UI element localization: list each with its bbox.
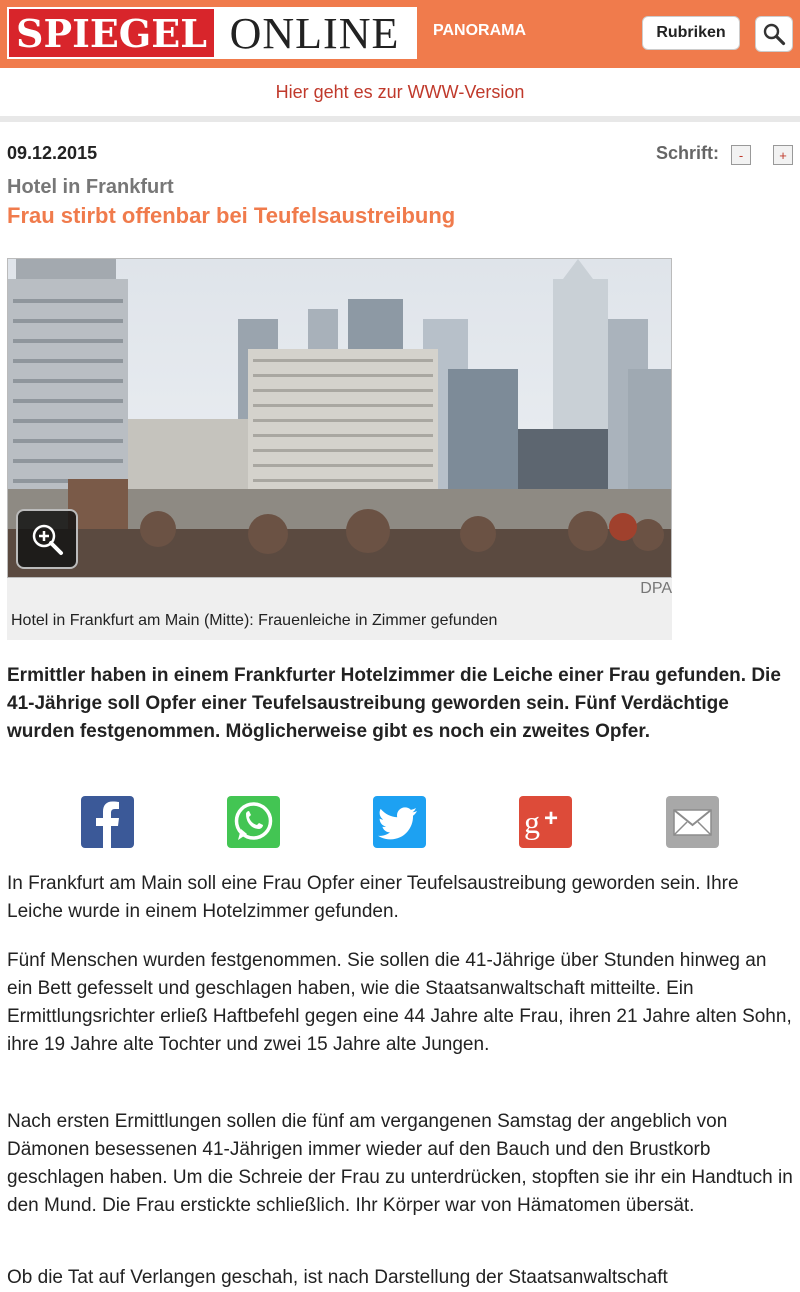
logo-spiegel-text: SPIEGEL: [9, 9, 214, 57]
email-icon: [666, 796, 719, 848]
share-facebook-button[interactable]: [81, 796, 134, 848]
article-headline: Frau stirbt offenbar bei Teufelsaustreibung: [7, 203, 456, 228]
image-zoom-button[interactable]: [16, 509, 78, 569]
facebook-icon: [81, 796, 134, 848]
www-version-link[interactable]: Hier geht es zur WWW-Version: [275, 81, 525, 102]
share-bar: [0, 796, 800, 848]
section-label[interactable]: PANORAMA: [433, 22, 527, 39]
font-size-label: Schrift:: [656, 143, 719, 163]
search-icon: [762, 22, 786, 46]
article-paragraph: Ob die Tat auf Verlangen geschah, ist nach Darstellung der Staatsanwaltschaft: [7, 1267, 668, 1288]
article-lead: Ermittler haben in einem Frankfurter Hotelzimmer die Leiche einer Frau gefunden. Die 41-Jährige soll Opfer einer Teufelsaustreibung geworden sein. Fünf Verdächtige wurden festgenommen. Möglicherweise gibt es noch ein zweites Opfer.: [7, 665, 781, 742]
whatsapp-icon: [227, 796, 280, 848]
article-kicker: Hotel in Frankfurt: [7, 176, 174, 198]
logo-online-text: ONLINE: [214, 9, 415, 57]
article-paragraph: In Frankfurt am Main soll eine Frau Opfer einer Teufelsaustreibung geworden sein. Ihre Leiche wurde in einem Hotelzimmer gefunden.: [7, 873, 739, 922]
www-version-bar: [0, 68, 800, 122]
site-header: [0, 0, 800, 68]
share-twitter-button[interactable]: [373, 796, 426, 848]
twitter-icon: [373, 796, 426, 848]
spiegel-online-logo[interactable]: [7, 7, 417, 59]
image-credit: DPA: [640, 580, 672, 597]
share-google-plus-button[interactable]: [519, 796, 572, 848]
svg-text:+: +: [544, 805, 559, 832]
article-paragraph: Nach ersten Ermittlungen sollen die fünf am vergangenen Samstag der angeblich von Dämonen besessenen 41-Jährigen immer wieder auf den Bauch und den Brustkorb geschlagen haben. Um die Schreie der Frau zu unterdrücken, stopften sie ihr ein Handtuch in den Mund. Die Frau erstickte schließlich. Ihr Körper war von Hämatomen übersät.: [7, 1111, 793, 1216]
share-whatsapp-button[interactable]: [227, 796, 280, 848]
rubriken-button[interactable]: Rubriken: [642, 16, 740, 50]
image-caption: Hotel in Frankfurt am Main (Mitte): Frauenleiche in Zimmer gefunden: [11, 612, 498, 629]
article-photo[interactable]: [7, 258, 672, 578]
font-decrease-button[interactable]: -: [731, 145, 751, 165]
skyline-photo: [8, 259, 672, 578]
font-increase-button[interactable]: +: [773, 145, 793, 165]
google-plus-icon: [519, 796, 572, 848]
article-date: 09.12.2015: [7, 143, 98, 163]
svg-text:g: g: [524, 804, 540, 840]
zoom-in-icon: [29, 521, 65, 557]
share-email-button[interactable]: [666, 796, 719, 848]
search-button[interactable]: [755, 16, 793, 52]
article-paragraph: Fünf Menschen wurden festgenommen. Sie sollen die 41-Jährige über Stunden hinweg an ein Bett gefesselt und geschlagen haben, wie die Staatsanwaltschaft mitteilte. Ein Ermittlungsrichter erließ Haftbefehl gegen eine 44 Jahre alte Frau, ihren 21 Jahre alten Sohn, ihre 19 Jahre alte Tochter und zwei 15 Jahre alte Jungen.: [7, 950, 792, 1055]
article-figure: [7, 258, 672, 640]
